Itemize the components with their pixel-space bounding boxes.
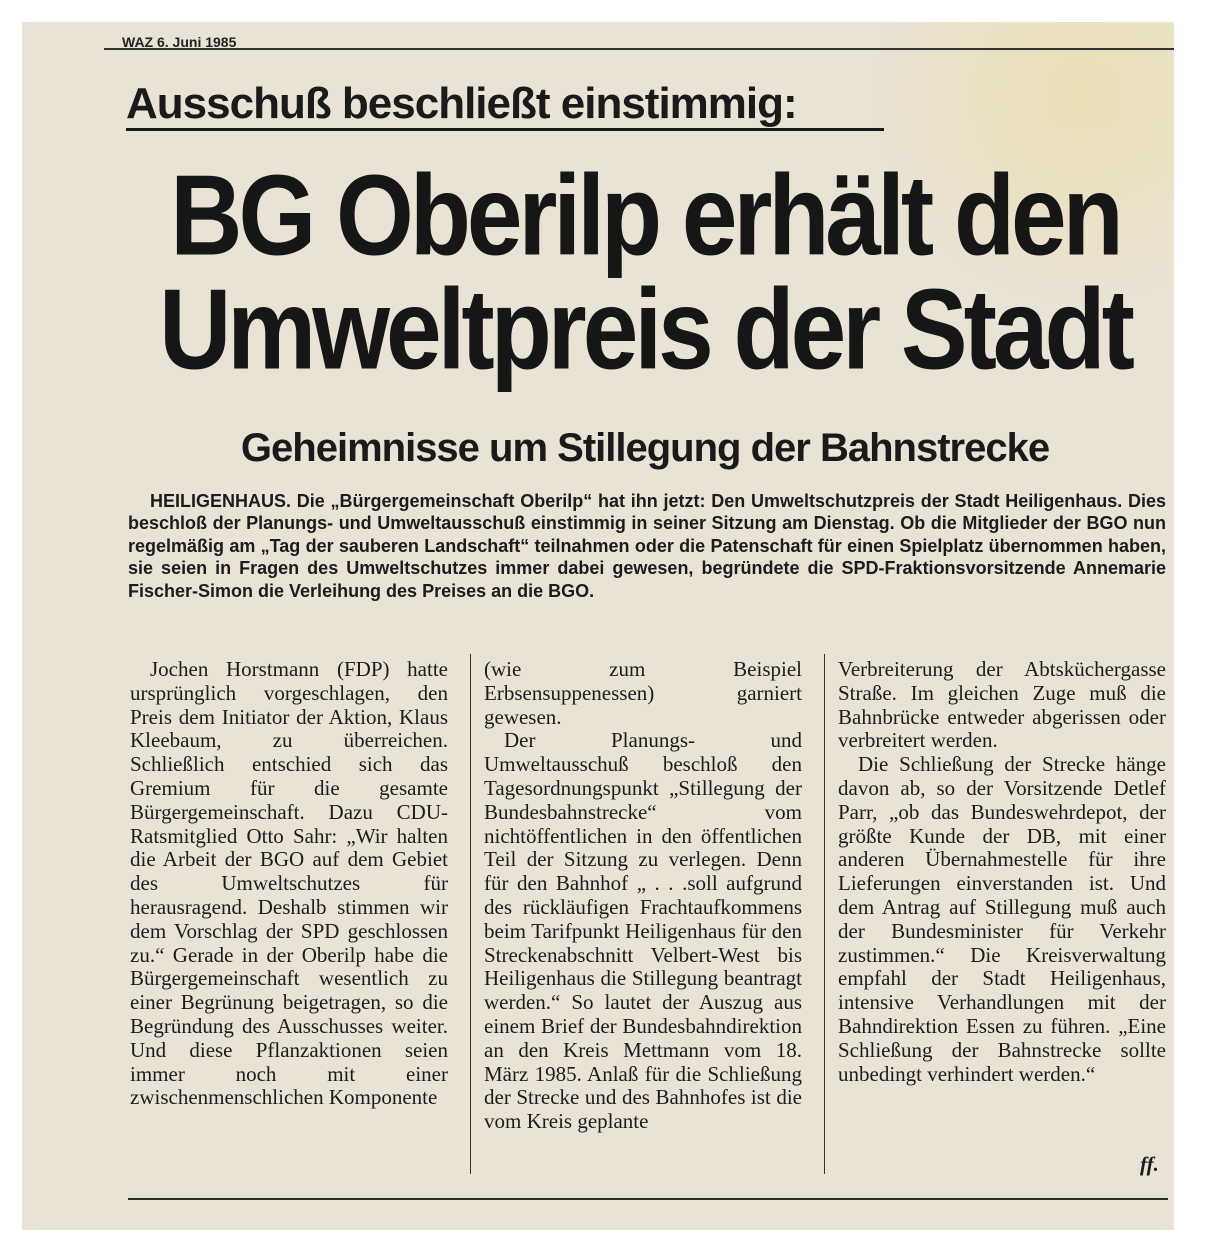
subheadline: Geheimnisse um Stillegung der Bahnstrecke	[240, 426, 1050, 470]
column-divider-2	[824, 654, 825, 1174]
article-column-2	[484, 658, 802, 1134]
column-divider-1	[470, 654, 471, 1174]
main-headline	[140, 152, 1150, 394]
bottom-rule	[128, 1198, 1168, 1200]
lead-paragraph: HEILIGENHAUS. Die „Bürgergemeinschaft Oberilp“ hat ihn jetzt: Den Umweltschutzpreis der Stadt Heiligenhaus. Dies beschloß der Planungs- und Umweltausschuß einstimmig in seiner Sitzung am Dienstag. Ob die Mitglieder der BGO nun regelmäßig am „Tag der sauberen Landschaft“ teilnahmen oder die Patenschaft für einen Spielplatz übernommen haben, sie seien in Fragen des Umweltschutzes immer dabei gewesen, begründete die SPD-Fraktionsvorsitzende Annemarie Fischer-Simon die Verleihung des Preises an die BGO.	[128, 491, 1166, 601]
source-date-line: WAZ 6. Juni 1985	[122, 34, 237, 50]
article-column-1	[130, 658, 448, 1110]
kicker-headline: Ausschuß beschließt einstimmig:	[126, 78, 884, 131]
column-2-paragraph-2: Der Planungs- und Umweltausschuß beschloß den Tagesordnungspunkt „Stillegung der Bundesbahnstrecke“ vom nichtöffentlichen in den öffentlichen Teil der Sitzung zu verlegen. Denn für den Bahnhof „ . . .soll aufgrund des rückläufigen Frachtaufkommens beim Tarifpunkt Heiligenhaus für den Streckenabschnitt Velbert-West bis Heiligenhaus die Stillegung beantragt werden.“ So lautet der Auszug aus einem Brief der Bundesbahndirektion an den Kreis Mettmann vom 18. März 1985. Anlaß für die Schließung der Strecke und des Bahnhofes ist die vom Kreis geplante	[484, 728, 802, 1134]
column-1-paragraph-1: Jochen Horstmann (FDP) hatte ursprünglich vorgeschlagen, den Preis dem Initiator der Aktion, Klaus Kleebaum, zu überreichen. Schließlich entschied sich das Gremium für die gesamte Bürgergemeinschaft. Dazu CDU-Ratsmitglied Otto Sahr: „Wir halten die Arbeit der BGO auf dem Gebiet des Umweltschutzes für herausragend. Deshalb stimmen wir dem Vorschlag der SPD geschlossen zu.“ Gerade in der Oberilp habe die Bürgergemeinschaft wesentlich zu einer Begrünung beigetragen, so die Begründung des Ausschusses weiter. Und diese Pflanzaktionen seien immer noch mit einer zwischenmenschlichen Komponente	[130, 657, 448, 1110]
headline-line-1: BG Oberilp erhält den	[170, 152, 1120, 280]
article-column-3	[838, 658, 1166, 1086]
column-2-paragraph-1: (wie zum Beispiel Erbsensuppenessen) garniert gewesen.	[484, 657, 802, 729]
author-signature: ff.	[1140, 1152, 1159, 1176]
top-rule	[104, 48, 1174, 50]
column-3-paragraph-1: Verbreiterung der Abtsküchergasse Straße. Im gleichen Zuge muß die Bahnbrücke entweder abgerissen oder verbreitert werden.	[838, 657, 1166, 753]
headline-line-2: Umweltpreis der Stadt	[159, 266, 1131, 394]
column-3-paragraph-2: Die Schließung der Strecke hänge davon ab, so der Vorsitzende Detlef Parr, „ob das Bundeswehrdepot, der größte Kunde der DB, mit einer anderen Übernahmestelle für ihre Lieferungen einverstanden ist. Und dem Antrag auf Stillegung muß auch der Bundesminister für Verkehr zustimmen.“ Die Kreisverwaltung empfahl der Stadt Heiligenhaus, intensive Verhandlungen mit der Bahndirektion Essen zu führen. „Eine Schließung der Bahnstrecke sollte unbedingt verhindert werden.“	[838, 752, 1166, 1086]
